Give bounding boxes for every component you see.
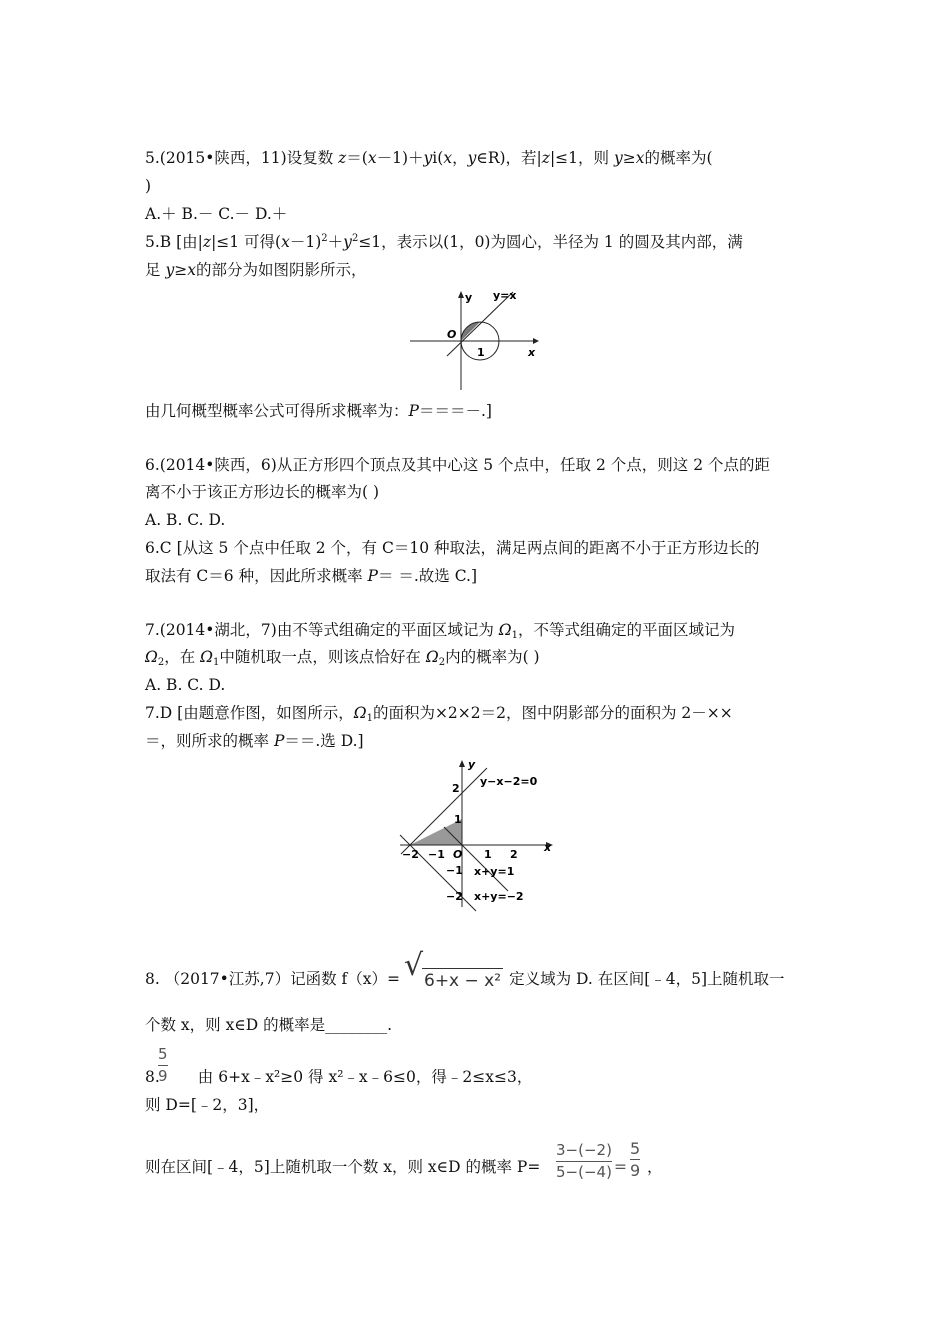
label-origin: O [447, 328, 457, 341]
text: 中随机取一点，则该点恰好在 [219, 648, 426, 666]
denominator: 5−(−4) [556, 1163, 612, 1181]
text: 8. （2017•江苏,7）记函数 f（x）= [145, 970, 400, 988]
numerator: 5 [158, 1045, 168, 1063]
text: |≤1 可得( [211, 233, 282, 251]
x-axis-arrow [533, 338, 539, 344]
label-tick-xm1: −1 [428, 848, 445, 861]
label-x: x [528, 346, 536, 359]
var-y: y [165, 261, 175, 279]
label-line-low: x+y=−2 [474, 890, 524, 903]
omega-symbol: Ω [498, 621, 512, 639]
subscript: 2 [438, 657, 446, 668]
q5-options: A.＋ B.－ C.－ D.＋ [145, 205, 288, 223]
q6-answer-line1: 6.C [从这 5 个点中任取 2 个，有 C＝10 种取法，满足两点间的距离不小于正方形边长的 [145, 539, 760, 557]
q5-answer-line2 [145, 260, 366, 280]
label-tick-y2: 2 [452, 782, 460, 795]
omega-symbol: Ω [200, 648, 214, 666]
radicand: 6+x − x² [422, 968, 503, 993]
var-x: x [367, 149, 377, 167]
var-x: x [443, 149, 453, 167]
label-line-mid: x+y=1 [474, 865, 515, 878]
sqrt-expression [404, 947, 503, 993]
numerator: 3−(−2) [556, 1141, 612, 1159]
superscript: 2 [321, 233, 328, 244]
var-x: x [187, 261, 196, 279]
text: ＝，则所求的概率 [145, 732, 274, 750]
label-tick-xm2: −2 [402, 848, 419, 861]
text: 取法有 C＝6 种，因此所求概率 [145, 567, 368, 585]
var-P: P [408, 402, 419, 420]
q8-fraction-interval [556, 1142, 612, 1181]
label-y: y [465, 291, 473, 304]
label-y: y [468, 758, 476, 771]
label-origin: O [453, 848, 463, 861]
text: i( [432, 149, 444, 167]
q5-stem-line2: ) [145, 177, 152, 195]
q8-answer-line3 [145, 1157, 540, 1177]
q6-stem-line2: 离不小于该正方形边长的概率为( ) [145, 483, 380, 501]
subscript: 1 [366, 713, 373, 724]
label-tick-ym2: −2 [446, 890, 463, 903]
q8-stem-line1 [145, 947, 785, 993]
text: ， [452, 149, 468, 167]
text: 的部分为如图阴影所示， [195, 261, 367, 279]
text: 由 6+x﹣x²≥0 得 x²﹣x﹣6≤0，得﹣2≤x≤3， [197, 1068, 533, 1086]
text: －1)＋ [376, 149, 424, 167]
var-z: z [541, 149, 550, 167]
text: 5.B [由| [145, 233, 203, 251]
fraction-bar [630, 1159, 640, 1160]
q8-stem-line2: 个数 x，则 x∈D 的概率是________. [145, 1016, 393, 1034]
q7-answer-line1 [145, 703, 733, 723]
text: ，不等式组确定的平面区域记为 [518, 621, 736, 639]
var-y: y [613, 149, 623, 167]
q5-circle-figure [405, 286, 545, 392]
text: 定义域为 D. 在区间[﹣4，5]上随机取一 [509, 970, 785, 988]
q8-comma: ， [647, 1158, 663, 1176]
text: 由几何概型概率公式可得所求概率为： [145, 402, 409, 420]
answer-label: 8. [145, 1068, 160, 1086]
line-x-plus-y-eq-minus-2 [400, 835, 476, 911]
text: ＝ ＝.故选 C.] [377, 567, 478, 585]
superscript: 2 [351, 233, 359, 244]
q6-answer-line2 [145, 566, 477, 586]
text: 的面积为×2×2＝2，图中阴影部分的面积为 2－×× [372, 704, 733, 722]
label-tick-y1: 1 [454, 813, 462, 826]
fraction-bar [556, 1161, 612, 1162]
omega-symbol: Ω [425, 648, 439, 666]
denominator: 9 [630, 1161, 641, 1180]
y-axis-arrow [459, 760, 465, 767]
label-y-eq-x: y=x [493, 289, 517, 302]
q7-stem-line2 [145, 647, 540, 667]
denominator: 9 [158, 1067, 168, 1085]
var-x: x [281, 233, 290, 251]
q7-answer-line2 [145, 731, 364, 751]
radical-sign: √ [404, 947, 424, 983]
text: ＋ [327, 233, 344, 251]
q8-fraction-result [630, 1140, 640, 1179]
text: ＝＝＝－.] [418, 402, 492, 420]
omega-symbol: Ω [353, 704, 367, 722]
text: ∈R)，若| [476, 149, 542, 167]
label-tick-ym1: −1 [446, 864, 463, 877]
q8-answer-line2: 则 D=[﹣2，3]， [145, 1096, 270, 1114]
var-y: y [343, 233, 352, 251]
subscript: 1 [511, 630, 518, 641]
text: 足 [145, 261, 166, 279]
label-tick-x2: 2 [510, 848, 518, 861]
subscript: 1 [213, 657, 220, 668]
text: 5.(2015•陕西，11)设复数 [145, 149, 339, 167]
text: 则在区间[﹣4，5]上随机取一个数 x，则 x∈D 的概率 P= [145, 1158, 541, 1176]
q7-stem-line1 [145, 620, 735, 640]
q7-region-figure [396, 757, 560, 913]
text: ，在 [164, 648, 201, 666]
var-P: P [367, 567, 378, 585]
text: ≥ [622, 149, 636, 167]
fraction-bar [158, 1065, 168, 1066]
subscript: 2 [157, 657, 165, 668]
text: |≤1，则 [549, 149, 614, 167]
q6-stem-line1: 6.(2014•陕西，6)从正方形四个顶点及其中心这 5 个点中，任取 2 个点，则这 2 个点的距 [145, 456, 770, 474]
text: ≤1，表示以(1，0)为圆心，半径为 1 的圆及其内部，满 [358, 233, 743, 251]
label-tick-1: 1 [477, 346, 485, 359]
text: 的概率为( [644, 149, 713, 167]
var-z: z [338, 149, 347, 167]
q8-equals: = [614, 1158, 627, 1176]
var-y: y [467, 149, 477, 167]
numerator: 5 [630, 1139, 641, 1158]
text: ≥ [174, 261, 188, 279]
text: 7.D [由题意作图，如图所示， [145, 704, 354, 722]
q6-options: A. B. C. D. [145, 511, 226, 529]
q7-options: A. B. C. D. [145, 676, 226, 694]
text: ＝＝.选 D.] [284, 732, 364, 750]
label-line-top: y−x−2=0 [480, 775, 538, 788]
y-axis-arrow [458, 291, 464, 298]
text: －1) [289, 233, 322, 251]
var-x: x [635, 149, 645, 167]
text: 内的概率为( ) [445, 648, 540, 666]
var-z: z [202, 233, 212, 251]
q5-stem-line1 [145, 148, 713, 168]
var-y: y [423, 149, 433, 167]
text: 7.(2014•湖北，7)由不等式组确定的平面区域记为 [145, 621, 499, 639]
var-P: P [273, 732, 285, 750]
label-x: x [544, 841, 552, 854]
q5-answer-line1 [145, 232, 743, 252]
q5-conclusion [145, 401, 492, 421]
q8-answer-line1 [145, 1067, 532, 1087]
label-tick-x1: 1 [484, 848, 492, 861]
text: ＝( [346, 149, 368, 167]
omega-symbol: Ω [145, 648, 158, 666]
